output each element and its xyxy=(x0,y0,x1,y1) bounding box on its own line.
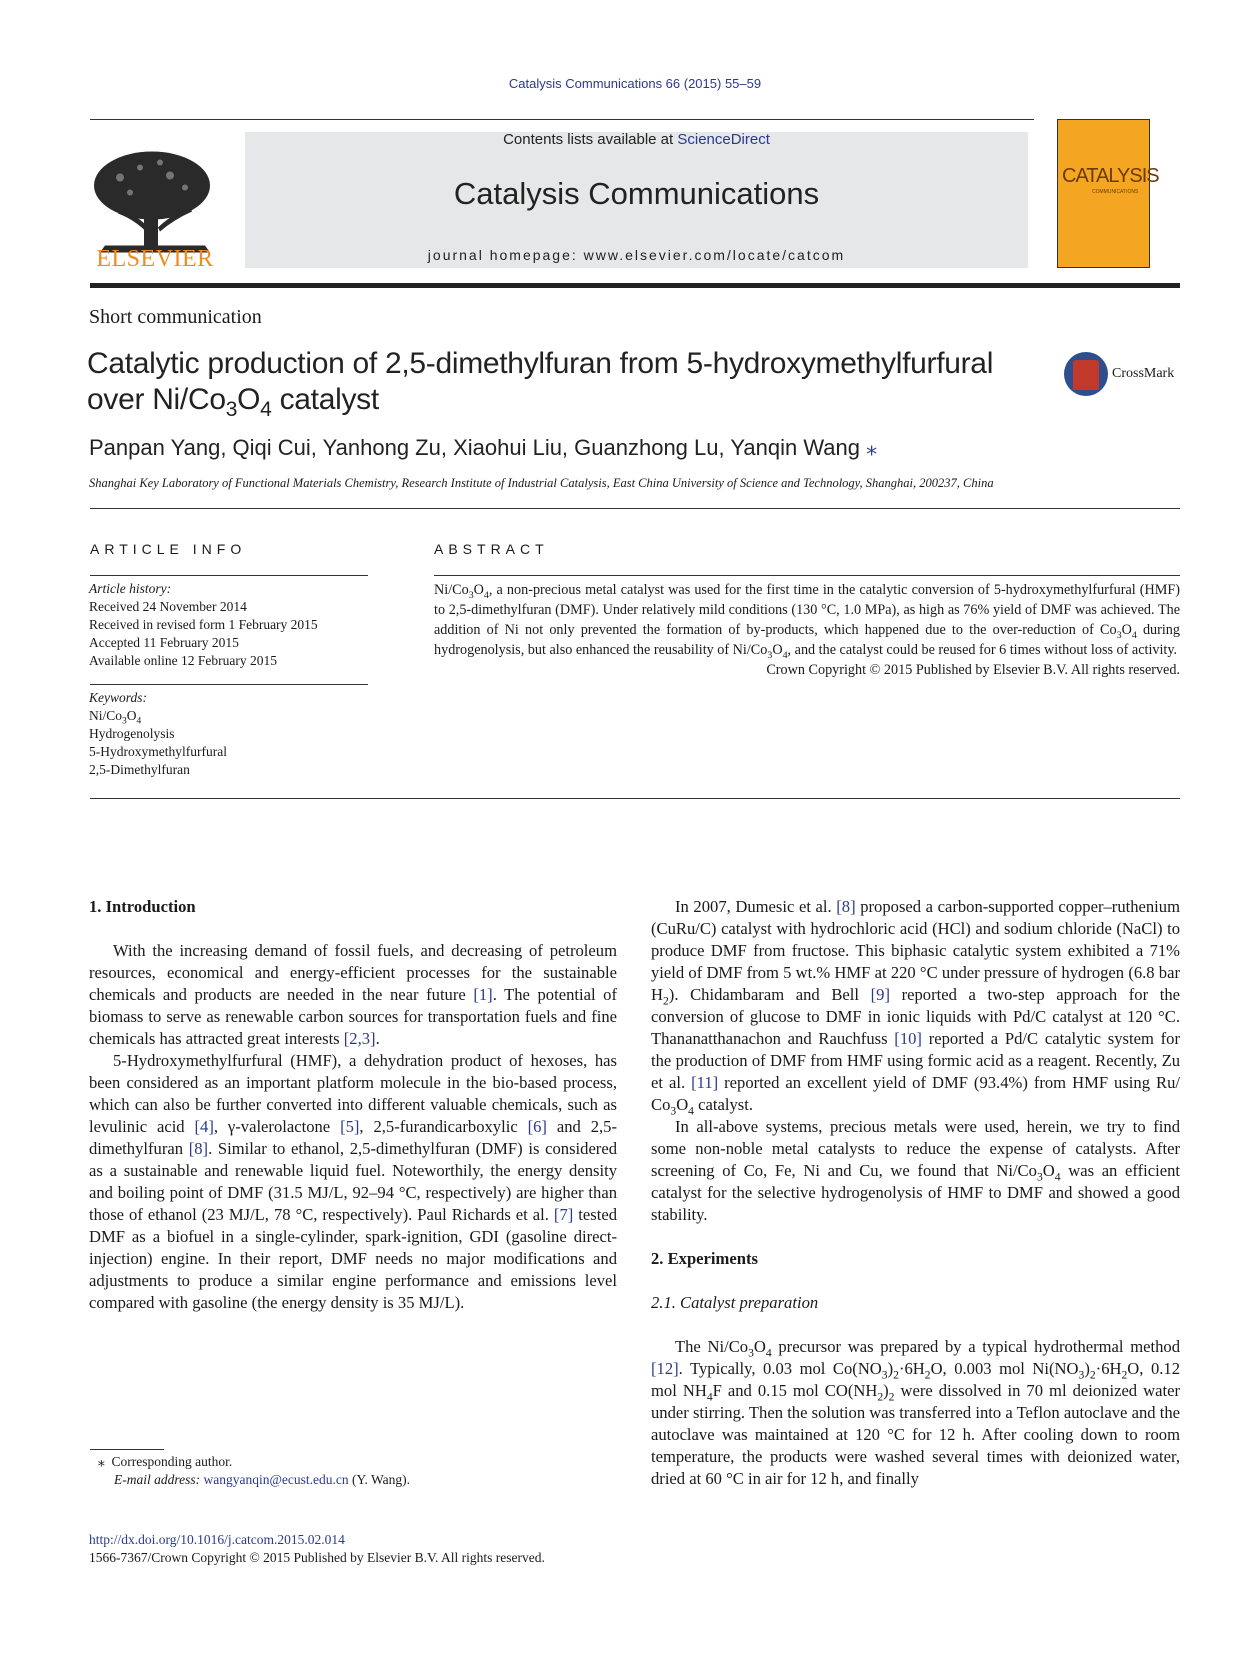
para-text: . xyxy=(375,1029,380,1048)
footnote xyxy=(98,1453,410,1489)
abs-text: , and the catalyst could be reused for 6 times without loss of activity. xyxy=(787,642,1178,658)
header-rule xyxy=(90,119,1034,120)
title-line2-pre: over Ni/Co xyxy=(87,383,226,416)
email-link[interactable]: wangyanqin@ecust.edu.cn xyxy=(203,1472,349,1487)
para-sub: 3 xyxy=(748,1346,754,1360)
footnote-text: Corresponding author. xyxy=(111,1454,233,1469)
keyword: 2,5-Dimethylfuran xyxy=(89,762,190,777)
footnote-mark: ⁎ xyxy=(98,1454,105,1469)
para-sub: 4 xyxy=(706,1390,713,1404)
abs-sub: 3 xyxy=(767,649,773,661)
email-suffix: (Y. Wang). xyxy=(348,1472,411,1487)
authors-names: Panpan Yang, Qiqi Cui, Yanhong Zu, Xiaohui Liu, Guanzhong Lu, Yanqin Wang xyxy=(89,435,860,460)
kw-text: Ni/Co xyxy=(89,708,123,723)
subsection-heading: 2.1. Catalyst preparation xyxy=(651,1293,819,1312)
citation-link[interactable]: [10] xyxy=(894,1029,922,1048)
keyword xyxy=(89,707,227,725)
para-sub: 2 xyxy=(1089,1368,1096,1382)
section-heading: 1. Introduction xyxy=(89,897,196,916)
para-text: reported an excellent yield of DMF (93.4%) from HMF using Ru/ Co xyxy=(651,1073,1180,1114)
title-line2-mid: O xyxy=(237,383,261,416)
title-sub: 3 xyxy=(225,398,238,421)
para-text: F and 0.15 mol CO(NH xyxy=(712,1381,878,1400)
para-text: reported a two-step approach for the conversion of glucose to DMF in ionic liquids with Pd/C catalyst at 120 °C. Thananatthanachon and Rauchfuss xyxy=(651,985,1180,1048)
doi-link[interactable]: http://dx.doi.org/10.1016/j.catcom.2015.02.014 xyxy=(89,1532,345,1547)
section-heading: 2. Experiments xyxy=(651,1249,758,1268)
paragraph xyxy=(651,896,1180,1116)
abs-text: Ni/Co xyxy=(434,582,469,598)
para-text: In all-above systems, precious metals were used, herein, we try to find some non-noble metal catalysts to reduce the expense of catalysts. After screening of Co, Fe, Ni and Cu, we found that Ni/Co xyxy=(651,1117,1180,1180)
article-title xyxy=(87,346,1047,421)
rule xyxy=(90,798,1180,799)
abstract-heading: ABSTRACT xyxy=(434,541,549,557)
para-text: ) xyxy=(887,1359,894,1378)
para-sub: 4 xyxy=(688,1104,694,1118)
para-text: O xyxy=(753,1337,766,1356)
para-text: . Typically, 0.03 mol Co(NO xyxy=(678,1359,882,1378)
abs-text: during hydrogenolysis, but also enhanced the reusability of Ni/Co xyxy=(434,622,1180,658)
paragraph xyxy=(651,1116,1180,1226)
para-text: . Similar to ethanol, 2,5-dimethylfuran (DMF) is considered as a sustainable and renewable liquid fuel. Noteworthily, the energy density and boiling point of DMF (31.5 MJ/L, 92–94 °C, respectively) are higher than those of ethanol (23 MJ/L, 78 °C, respectively). Paul Richards et al. xyxy=(89,1139,617,1224)
para-text: precursor was prepared by a typical hydrothermal method xyxy=(771,1337,1181,1356)
rule xyxy=(90,684,368,685)
abs-sub: 3 xyxy=(468,589,474,601)
keywords xyxy=(89,689,227,779)
contents-line xyxy=(245,131,1028,148)
para-text: In 2007, Dumesic et al. xyxy=(675,897,837,916)
para-text: were dissolved in 70 ml deionized water under stirring. Then the solution was transferred into a Teflon autoclave and the autoclave was maintained at 120 °C for 12 h. After cooling down to room temperature, the products were washed several times with deionized water, dried at 60 °C in air for 12 h, and finally xyxy=(651,1381,1180,1488)
paragraph xyxy=(89,1050,617,1314)
para-text: , 2,5-furandicarboxylic xyxy=(359,1117,528,1136)
citation-link[interactable]: [1] xyxy=(473,985,493,1004)
article-info-heading: ARTICLE INFO xyxy=(90,541,247,557)
para-text: ) xyxy=(1084,1359,1090,1378)
para-text: ). Chidambaram and Bell xyxy=(668,985,871,1004)
para-text: and 2,5-dimethylfuran xyxy=(89,1117,617,1158)
article-type: Short communication xyxy=(89,306,262,328)
contents-prefix: Contents lists available at xyxy=(503,131,678,148)
abs-sub: 4 xyxy=(483,589,489,601)
citation-link[interactable]: [12] xyxy=(651,1359,679,1378)
para-text: O xyxy=(1042,1161,1055,1180)
abs-text: , a non-precious metal catalyst was used for the first time in the catalytic conversion of 5-hydroxymethylfurfural (HMF) to 2,5-dimethylfuran (DMF). Under relatively mild conditions (130 °C, 1.0 MPa), as high as 76% yield of DMF was achieved. The addition of Ni not only prevented the formation of by-products, which happened due to the over-reduction of Co xyxy=(434,582,1180,638)
para-text: 5-Hydroxymethylfurfural (HMF), a dehydration product of hexoses, has been considered as an important platform molecule in the bio-based process, which can also be further converted into different valuable chemicals, such as levulinic acid xyxy=(89,1051,617,1136)
citation-link[interactable]: [7] xyxy=(553,1205,574,1224)
citation-link[interactable]: [6] xyxy=(527,1117,547,1136)
abs-text: O xyxy=(1121,622,1132,638)
corresponding-author-mark[interactable]: ⁎ xyxy=(866,435,878,460)
para-text: O, 0.003 mol Ni(NO xyxy=(930,1359,1079,1378)
history-online: Available online 12 February 2015 xyxy=(89,653,277,668)
para-text: O xyxy=(676,1095,689,1114)
rule xyxy=(90,575,368,576)
corresponding-author-note xyxy=(98,1453,410,1471)
left-column xyxy=(89,896,617,1314)
crossmark-label[interactable]: CrossMark xyxy=(1112,366,1175,381)
citation-link[interactable]: [8] xyxy=(188,1139,209,1158)
keyword: 5-Hydroxymethylfurfural xyxy=(89,744,227,759)
journal-name: Catalysis Communications xyxy=(453,176,820,211)
author-list xyxy=(89,435,877,461)
issn-line: 1566-7367/Crown Copyright © 2015 Published by Elsevier B.V. All rights reserved. xyxy=(89,1550,545,1565)
email-label: E-mail address: xyxy=(114,1472,201,1487)
journal-reference[interactable]: Catalysis Communications 66 (2015) 55–59 xyxy=(508,76,762,91)
abs-sub: 3 xyxy=(1116,629,1122,641)
para-text: ) xyxy=(883,1381,889,1400)
para-text: proposed a carbon-supported copper–ruthenium (CuRu/C) catalyst with hydrochloric acid (HCl) and sodium chloride (NaCl) to produce DMF from fructose. This biphasic catalytic system exhibited a 71% yield of DMF from 5 wt.% HMF at 220 °C under pressure of hydrogen (6.8 bar H xyxy=(651,897,1180,1004)
title-line2-post: catalyst xyxy=(271,383,379,416)
paragraph xyxy=(651,1336,1180,1490)
abs-sub: 4 xyxy=(1131,629,1137,641)
kw-text: O xyxy=(126,708,137,723)
para-sub: 3 xyxy=(1078,1368,1085,1382)
cover-subtitle: COMMUNICATIONS xyxy=(1092,189,1139,195)
abs-sub: 4 xyxy=(782,649,788,661)
para-text: With the increasing demand of fossil fuels, and decreasing of petroleum resources, economical and energy-efficient processes for the sustainable chemicals and products are needed in the near future xyxy=(89,941,617,1004)
para-sub: 2 xyxy=(924,1368,931,1382)
abstract-text xyxy=(434,580,1180,680)
kw-sub: 4 xyxy=(136,716,142,727)
abs-text: O xyxy=(772,642,783,658)
title-sub: 4 xyxy=(260,398,272,421)
citation-link[interactable]: [2,3] xyxy=(343,1029,376,1048)
para-sub: 2 xyxy=(662,994,669,1008)
footnote-rule xyxy=(90,1449,164,1450)
para-text: was an efficient catalyst for the selective hydrogenolysis of HMF to DMF and showed a good stability. xyxy=(651,1161,1180,1224)
citation-link[interactable]: [5] xyxy=(340,1117,360,1136)
para-text: O, 0.12 mol NH xyxy=(651,1359,1180,1400)
cover-title: CATALYSIS xyxy=(1062,165,1159,187)
para-text: catalyst. xyxy=(693,1095,753,1114)
para-sub: 2 xyxy=(888,1390,895,1404)
history-accepted: Accepted 11 February 2015 xyxy=(89,635,239,650)
keywords-label: Keywords: xyxy=(89,690,147,705)
rule xyxy=(90,508,1180,509)
para-sub: 2 xyxy=(877,1390,884,1404)
article-history xyxy=(89,580,318,670)
citation-link[interactable]: [9] xyxy=(870,985,890,1004)
right-column xyxy=(651,896,1180,1490)
para-text: , γ-valerolactone xyxy=(213,1117,341,1136)
para-text: ·6H xyxy=(898,1359,925,1378)
kw-sub: 3 xyxy=(122,716,127,727)
rule xyxy=(434,575,1180,576)
header-thick-rule xyxy=(90,283,1180,288)
affiliation: Shanghai Key Laboratory of Functional Materials Chemistry, Research Institute of Industrial Catalysis, East China University of Science and Technology, Shanghai, 200237, China xyxy=(89,476,994,490)
sciencedirect-link[interactable]: ScienceDirect xyxy=(677,131,770,148)
title-line1: Catalytic production of 2,5-dimethylfuran from 5-hydroxymethylfurfural xyxy=(87,347,994,380)
para-sub: 3 xyxy=(1036,1170,1043,1184)
para-sub: 3 xyxy=(670,1104,677,1118)
para-sub: 2 xyxy=(1121,1368,1128,1382)
abstract-body xyxy=(434,580,1180,660)
para-sub: 4 xyxy=(1054,1170,1061,1184)
history-received: Received 24 November 2014 xyxy=(89,599,247,614)
citation-link[interactable]: [4] xyxy=(194,1117,214,1136)
para-sub: 4 xyxy=(765,1346,772,1360)
doi-block xyxy=(89,1531,545,1567)
para-text: . The potential of biomass to serve as renewable carbon sources for transportation fuels and fine chemicals has attracted great interests xyxy=(89,985,617,1048)
para-text: The Ni/Co xyxy=(675,1337,749,1356)
history-label: Article history: xyxy=(89,581,172,596)
citation-link[interactable]: [8] xyxy=(836,897,856,916)
para-text: reported a Pd/C catalytic system for the production of DMF from HMF using formic acid as a reagent. Recently, Zu et al. xyxy=(651,1029,1180,1092)
history-revised: Received in revised form 1 February 2015 xyxy=(89,617,318,632)
para-text: tested DMF as a biofuel in a single-cylinder, spark-ignition, GDI (gasoline direct-injection) engine. In their report, DMF needs no major modifications and adjustments to produce a similar engine performance and emissions level compared with gasoline (the energy density is 35 MJ/L). xyxy=(89,1205,617,1312)
keyword: Hydrogenolysis xyxy=(89,726,175,741)
para-sub: 3 xyxy=(881,1368,888,1382)
citation-link[interactable]: [11] xyxy=(691,1073,719,1092)
paragraph xyxy=(89,940,617,1050)
crossmark-bookmark-icon xyxy=(1073,360,1099,390)
email-note xyxy=(98,1471,410,1489)
elsevier-wordmark: ELSEVIER xyxy=(96,246,214,272)
abstract-copyright: Crown Copyright © 2015 Published by Elsevier B.V. All rights reserved. xyxy=(766,662,1180,678)
journal-homepage[interactable]: journal homepage: www.elsevier.com/locate/catcom xyxy=(427,247,846,263)
para-text: ·6H xyxy=(1095,1359,1122,1378)
abs-text: O xyxy=(473,582,484,598)
para-sub: 2 xyxy=(893,1368,899,1382)
